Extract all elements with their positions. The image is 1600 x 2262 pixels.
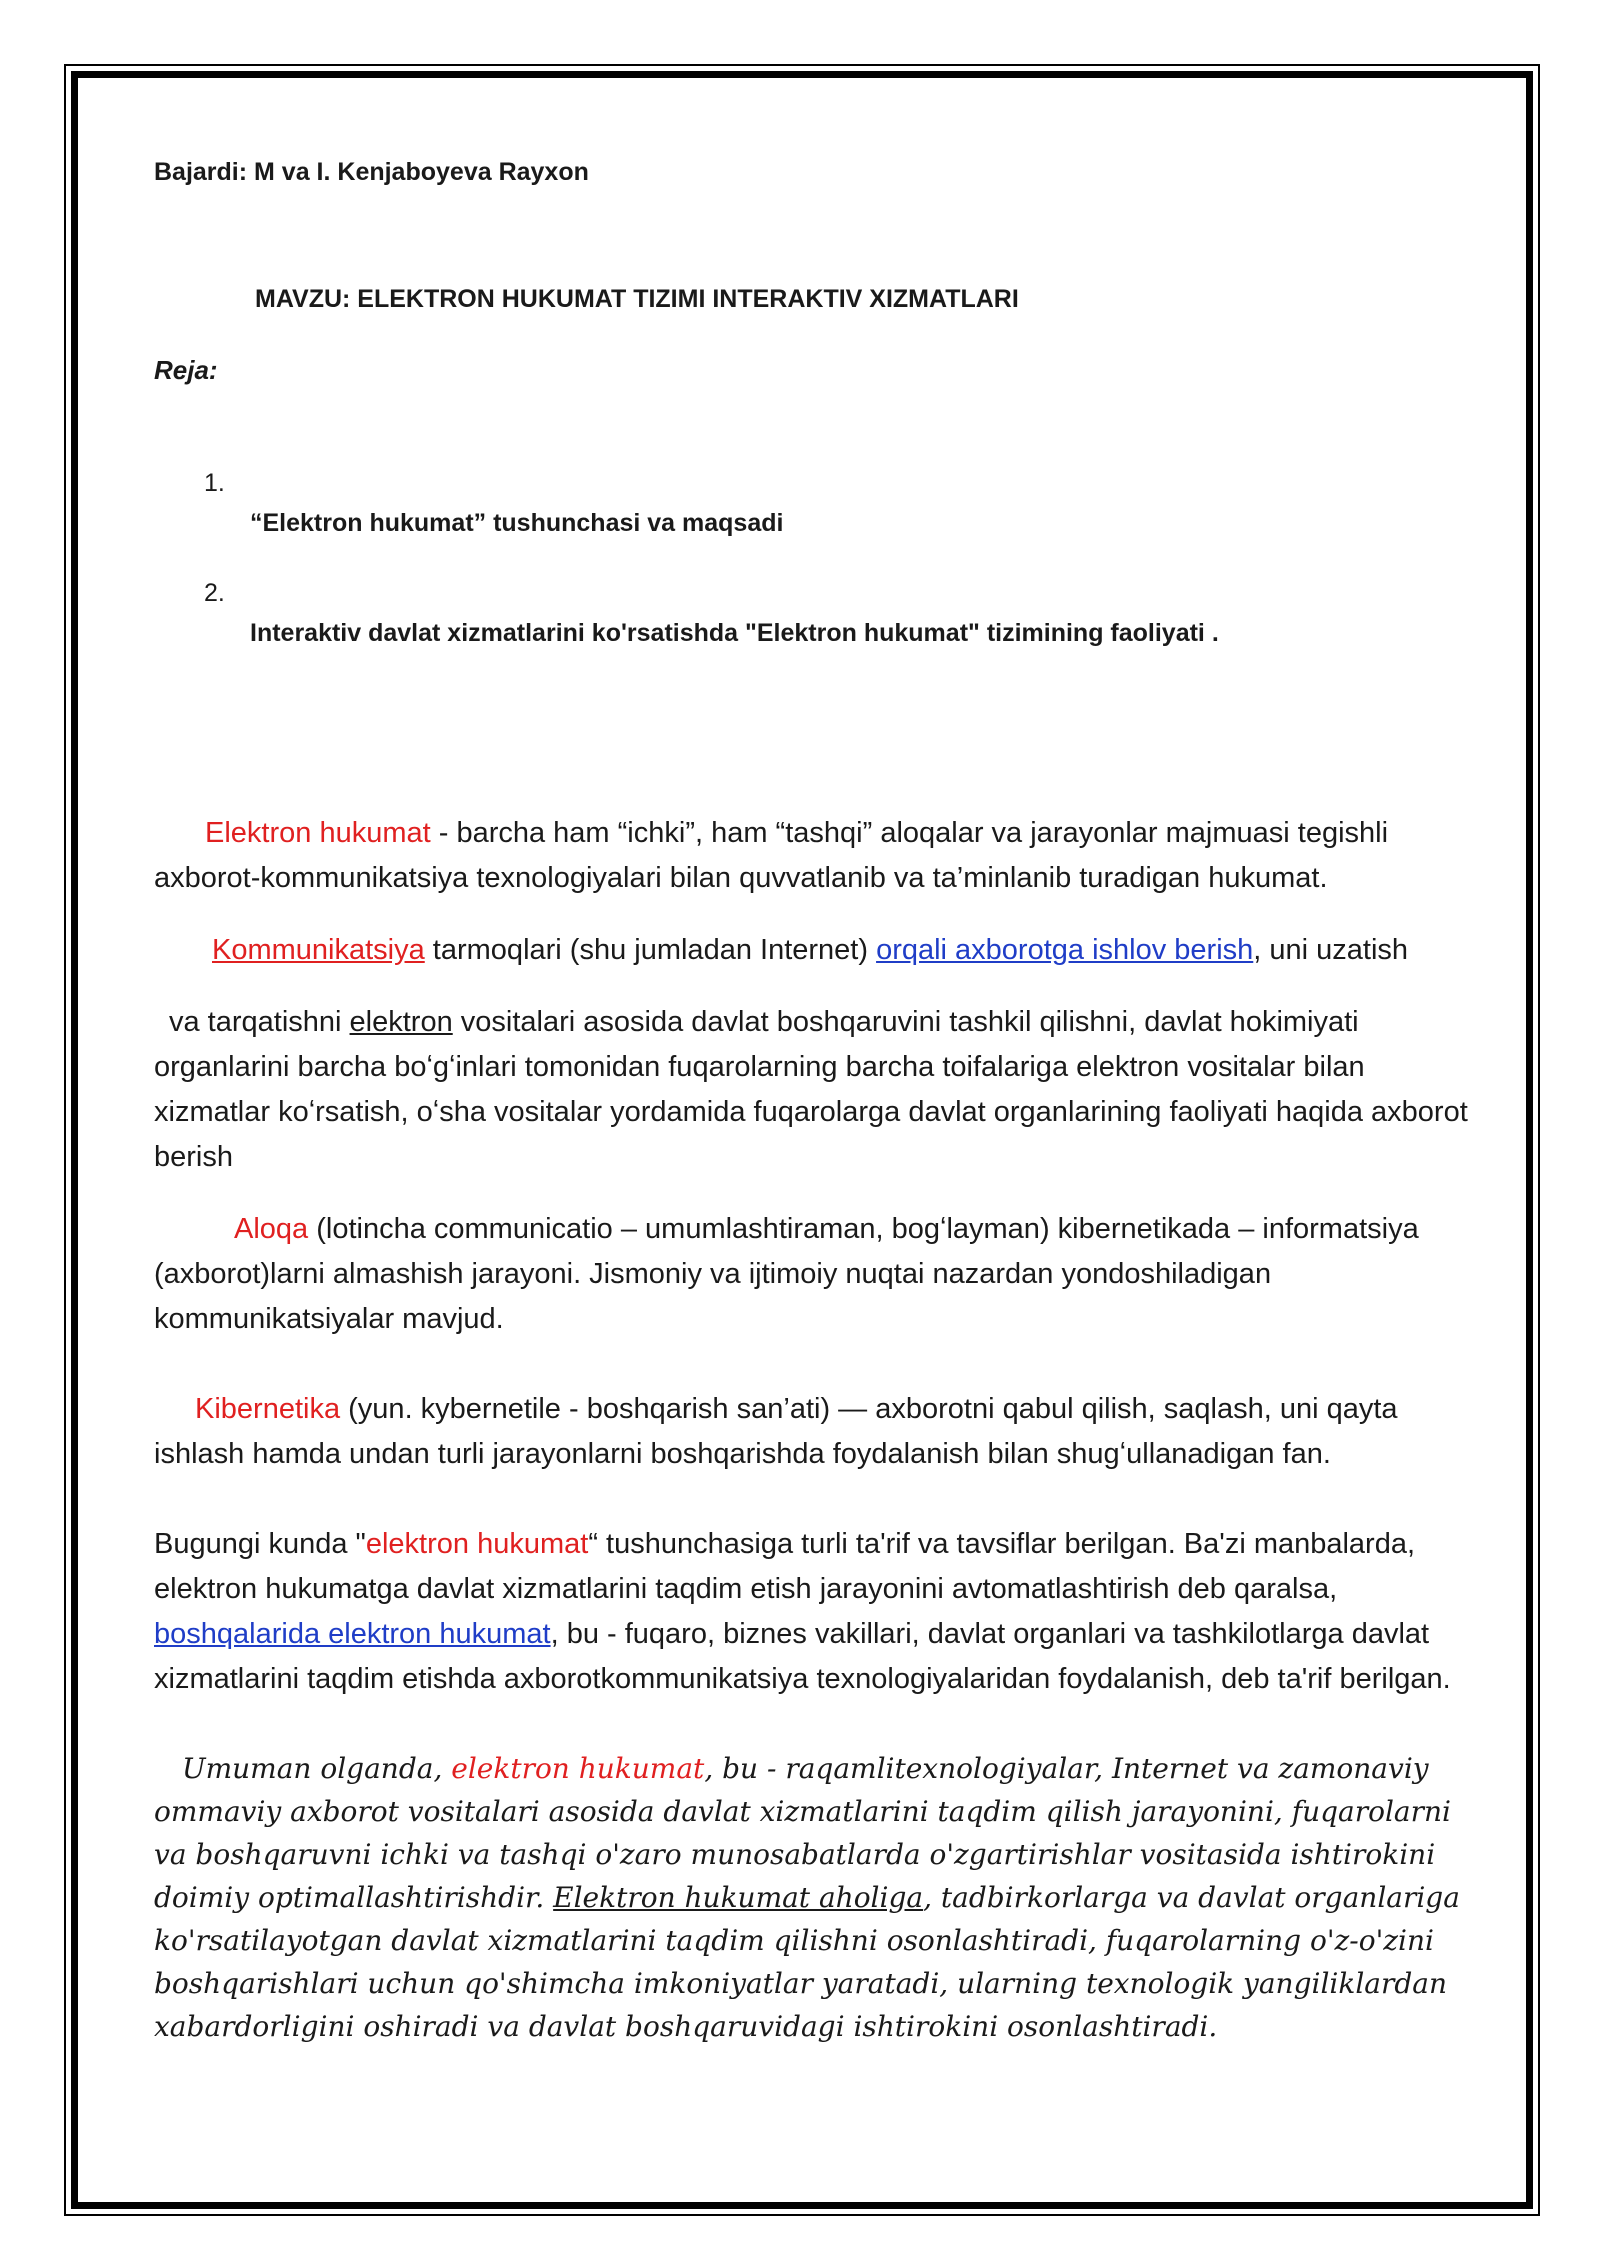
author-line: Bajardi: M va I. Kenjaboyeva Rayxon [154, 158, 589, 186]
document-content [154, 150, 1474, 2048]
term-kommunikatsiya-link[interactable]: Kommunikatsiya [212, 934, 425, 966]
paragraph-text: , bu - raqamlitexnologiyalar, Internet va zamonaviy ommaviy axborot vositalari asosida davlat xizmatlarini taqdim qilish jarayonini, fuqarolarni va boshqaruvni ichki va tashqi o'zaro munosabatlarda o'zgartirishlar vositasida ishtirokini doimiy optimallashtirishdir. [154, 1752, 1451, 1914]
paragraph-text: tarmoqlari (shu jumladan Internet) [424, 934, 877, 966]
plan-item-text: Interaktiv davlat xizmatlarini ko'rsatishda "Elektron hukumat" tizimining faoliyati . [250, 619, 1219, 647]
term-elektron-hukumat: elektron hukumat [365, 1528, 589, 1560]
term-elektron-hukumat: Elektron hukumat [205, 817, 431, 849]
paragraph-text: “ tushunchasiga turli ta'rif va tavsiflar berilgan. Ba'zi manbalarda, elektron hukumatga davlat xizmatlarini taqdim etish jarayonini avtomatlashtirish deb qaralsa, [154, 1528, 1416, 1605]
paragraph-text: Umuman olganda, [182, 1752, 452, 1785]
axborot-ishlov-link[interactable]: orqali axborotga ishlov berish [876, 934, 1254, 966]
plan-heading: Reja: [154, 355, 218, 385]
paragraph-text: , uni uzatish [1253, 934, 1409, 966]
paragraph-text: , bu - fuqaro, biznes vakillari, davlat organlari va tashkilotlarga davlat xizmatlarini taqdim etishda axborotkommunikatsiya texnologiyalaridan foydalanish, deb ta'rif berilgan. [154, 1618, 1451, 1695]
paragraph-text: Bugungi kunda " [154, 1528, 366, 1560]
plan-item-number: 1. [204, 469, 225, 497]
plan-item-number: 2. [204, 579, 225, 607]
paragraph-text: va tarqatishni [169, 1006, 350, 1038]
elektron-link[interactable]: elektron [349, 1006, 453, 1038]
paragraph-elektron-hukumat [154, 811, 1474, 901]
term-kibernetika: Kibernetika [195, 1393, 341, 1425]
term-aloqa: Aloqa [234, 1213, 309, 1245]
paragraph-kommunikatsiya [154, 928, 1474, 973]
plan-item-text: “Elektron hukumat” tushunchasi va maqsadi [250, 509, 784, 537]
plan-item [154, 575, 1474, 685]
paragraph-aloqa [154, 1207, 1474, 1342]
plan-item [154, 465, 1474, 575]
paragraph-text: (yun. kybernetile - boshqarish san’ati) — axborotni qabul qilish, saqlash, uni qayta ishlash hamda undan turli jarayonlarni boshqarishda foydalanish bilan shugʻullanadigan fan. [154, 1393, 1398, 1470]
topic-title: MAVZU: ELEKTRON HUKUMAT TIZIMI INTERAKTIV XIZMATLARI [255, 285, 1019, 313]
boshqalarida-link[interactable]: boshqalarida elektron hukumat [154, 1618, 551, 1650]
elektron-hukumat-aholiga-link[interactable]: Elektron hukumat aholiga [553, 1881, 924, 1914]
paragraph-bugungi-kunda [154, 1522, 1474, 1702]
paragraph-umuman-olganda [154, 1747, 1474, 2048]
paragraph-text: (lotincha communicatio – umumlashtiraman, bogʻlayman) kibernetikada – informatsiya (axborot)larni almashish jarayoni. Jismoniy va ijtimoiy nuqtai nazardan yondoshiladigan kommunikatsiyalar mavjud. [154, 1213, 1419, 1335]
term-elektron-hukumat: elektron hukumat [451, 1752, 705, 1785]
plan-list [154, 465, 1474, 685]
paragraph-tarqatish [154, 1000, 1474, 1180]
paragraph-text: - barcha ham “ichki”, ham “tashqi” aloqalar va jarayonlar majmuasi tegishli axborot-kommunikatsiya texnologiyalari bilan quvvatlanib va ta’minlanib turadigan hukumat. [154, 817, 1389, 894]
paragraph-kibernetika [154, 1387, 1474, 1477]
paragraph-text: vositalari asosida davlat boshqaruvini tashkil qilishni, davlat hokimiyati organlarini barcha boʻgʻinlari tomonidan fuqarolarning barcha toifalariga elektron vositalar bilan xizmatlar koʻrsatish, oʻsha vositalar yordamida fuqarolarga davlat organlarining faoliyati haqida axborot berish [154, 1006, 1468, 1173]
paragraph-text: , tadbirkorlarga va davlat organlariga ko'rsatilayotgan davlat xizmatlarini taqdim qilishni osonlashtiradi, fuqarolarning o'z-o'zini boshqarishlari uchun qo'shimcha imkoniyatlar yaratadi, ularning texnologik yangiliklardan xabardorligini oshiradi va davlat boshqaruvidagi ishtirokini osonlashtiradi. [154, 1881, 1460, 2043]
